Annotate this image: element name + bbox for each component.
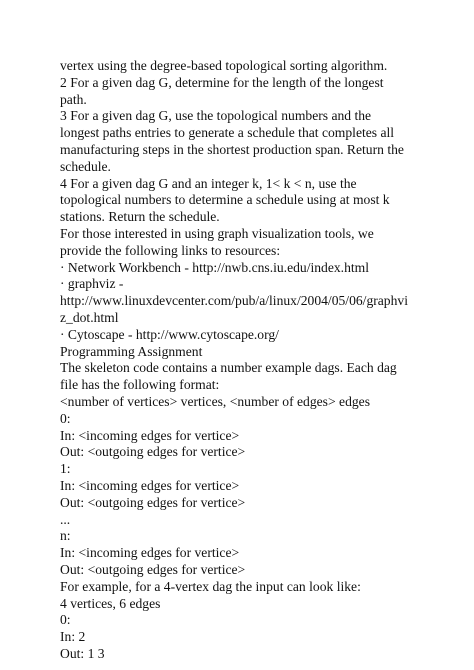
text-line: 3 For a given dag G, use the topological numbers and the [60,108,372,124]
example-line: In: 2 [60,629,86,645]
format-line: In: <incoming edges for vertice> [60,427,240,443]
link-text-graphviz-url-cont: z_dot.html [60,309,119,325]
document-body [60,58,460,663]
format-line: 1: [60,461,71,477]
text-line: schedule. [60,158,111,174]
example-line: 4 vertices, 6 edges [60,595,161,611]
example-line: Out: 1 3 [60,645,105,661]
format-line: Out: <outgoing edges for vertice> [60,561,246,577]
text-line: 2 For a given dag G, determine for the length of the longest [60,74,384,90]
format-line: ... [60,511,71,527]
text-line: vertex using the degree-based topological sorting algorithm. [60,58,388,73]
bullet-graphviz: · graphviz - [60,276,124,292]
bullet-cytoscape: · Cytoscape - http://www.cytoscape.org/ [60,326,279,342]
text-line: path. [60,91,87,107]
example-line: 0: [60,612,71,628]
format-line: <number of vertices> vertices, <number of edges> edges [60,393,370,409]
link-text-graphviz-url: http://www.linuxdevcenter.com/pub/a/linux/2004/05/06/graphvi [60,293,408,309]
text-line: For those interested in using graph visualization tools, we [60,225,374,241]
text-line: topological numbers to determine a schedule using at most k [60,192,390,208]
text-line: stations. Return the schedule. [60,209,220,225]
format-line: Out: <outgoing edges for vertice> [60,494,246,510]
format-line: In: <incoming edges for vertice> [60,545,240,561]
section-heading: Programming Assignment [60,343,203,359]
format-line: Out: <outgoing edges for vertice> [60,444,246,460]
format-line: 0: [60,410,71,426]
format-line: n: [60,528,71,544]
text-line: provide the following links to resources: [60,242,281,258]
text-line: longest paths entries to generate a schedule that completes all [60,125,395,141]
text-line: file has the following format: [60,377,220,393]
text-line: For example, for a 4-vertex dag the input can look like: [60,578,361,594]
bullet-network-workbench: · Network Workbench - http://nwb.cns.iu.edu/index.html [60,259,369,275]
text-line: manufacturing steps in the shortest production span. Return the [60,141,404,157]
text-line: The skeleton code contains a number example dags. Each dag [60,360,397,376]
text-line: 4 For a given dag G and an integer k, 1< k < n, use the [60,175,357,191]
format-line: In: <incoming edges for vertice> [60,477,240,493]
